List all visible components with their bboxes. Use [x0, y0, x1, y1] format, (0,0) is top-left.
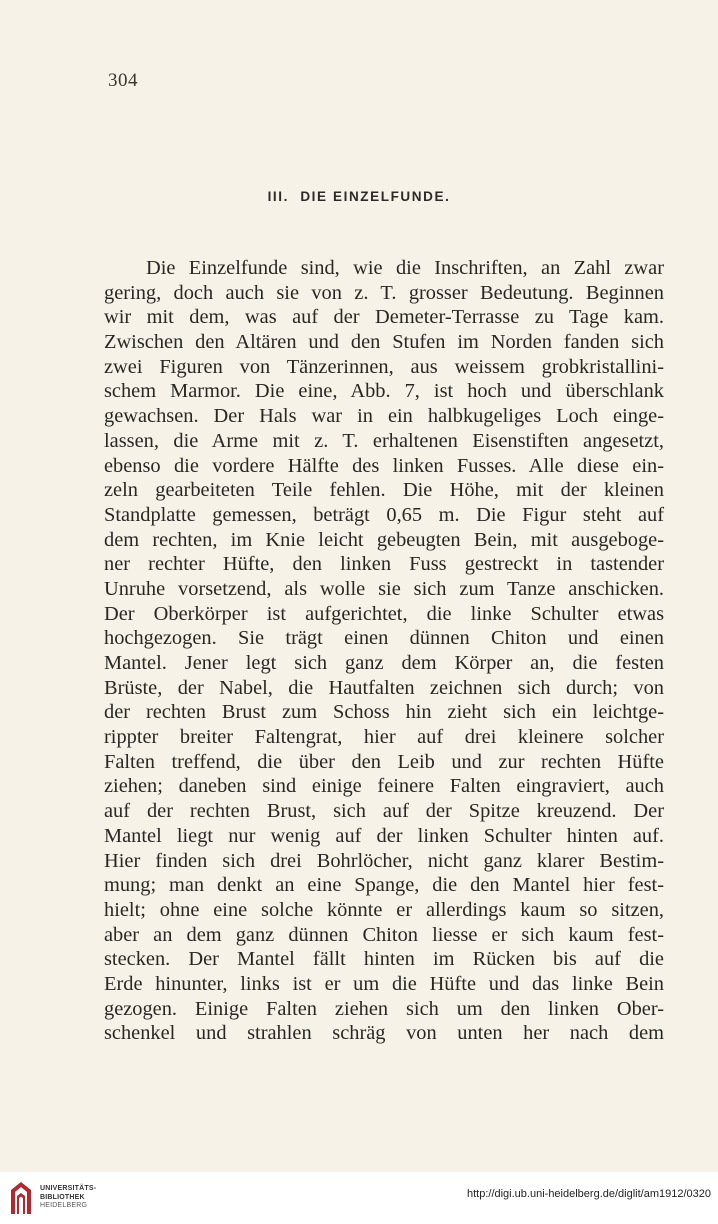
text-line: wir mit dem, was auf der Demeter-Terrasse zu Tage kam. — [104, 306, 664, 329]
text-line: gering, doch auch sie von z. T. grosser Bedeutung. Beginnen — [104, 281, 664, 304]
text-line: gewachsen. Der Hals war in ein halbkugeliges Loch einge- — [104, 405, 664, 428]
text-line: Hier finden sich drei Bohrlöcher, nicht ganz klarer Bestim- — [104, 849, 664, 872]
text-line: rippter breiter Faltengrat, hier auf drei kleinere solcher — [104, 726, 664, 749]
text-line: zwei Figuren von Tänzerinnen, aus weissem grobkristallini- — [104, 355, 664, 378]
library-name-line: BIBLIOTHEK — [40, 1193, 85, 1201]
text-line: lassen, die Arme mit z. T. erhaltenen Eisenstiften angesetzt, — [104, 429, 664, 452]
text-line: aber an dem ganz dünnen Chiton liesse er sich kaum fest- — [104, 923, 664, 946]
text-line: Standplatte gemessen, beträgt 0,65 m. Die Figur steht auf — [104, 503, 664, 526]
text-line: Der Oberkörper ist aufgerichtet, die linke Schulter etwas — [104, 602, 664, 625]
library-name — [40, 1185, 96, 1211]
text-line: stecken. Der Mantel fällt hinten im Rücken bis auf die — [104, 948, 664, 971]
text-line: hochgezogen. Sie trägt einen dünnen Chiton und einen — [104, 627, 664, 650]
text-line: Brüste, der Nabel, die Hautfalten zeichnen sich durch; von — [104, 676, 664, 699]
text-line: Mantel liegt nur wenig auf der linken Schulter hinten auf. — [104, 824, 664, 847]
source-url-link[interactable]: http://digi.ub.uni-heidelberg.de/diglit/am1912/0320 — [466, 1188, 711, 1200]
library-logo-icon — [7, 1180, 35, 1216]
text-line: Zwischen den Altären und den Stufen im Norden fanden sich — [104, 331, 664, 354]
section-title: DIE EINZELFUNDE. — [300, 189, 451, 204]
text-line: zeln gearbeiteten Teile fehlen. Die Höhe, mit der kleinen — [104, 479, 664, 502]
text-line: der rechten Brust zum Schoss hin zieht sich ein leichtge- — [104, 701, 664, 724]
section-heading — [0, 189, 718, 204]
body-paragraph — [104, 256, 664, 1046]
text-line: schem Marmor. Die eine, Abb. 7, ist hoch und überschlank — [104, 380, 664, 403]
text-line: mung; man denkt an eine Spange, die den Mantel hier fest- — [104, 874, 664, 897]
section-numeral: III. — [267, 189, 289, 204]
text-line: auf der rechten Brust, sich auf der Spitze kreuzend. Der — [104, 800, 664, 823]
text-line: ziehen; daneben sind einige feinere Falten eingraviert, auch — [104, 775, 664, 798]
text-line: ner rechter Hüfte, den linken Fuss gestreckt in tastender — [104, 553, 664, 576]
text-line: Falten treffend, die über den Leib und zur rechten Hüfte — [104, 750, 664, 773]
text-line: ebenso die vordere Hälfte des linken Fusses. Alle diese ein- — [104, 454, 664, 477]
text-line: gezogen. Einige Falten ziehen sich um den linken Ober- — [104, 997, 664, 1020]
viewer-footer — [0, 1172, 718, 1224]
text-line: Die Einzelfunde sind, wie die Inschriften, an Zahl zwar — [146, 257, 664, 279]
text-line: dem rechten, im Knie leicht gebeugten Bein, mit ausgeboge- — [104, 528, 664, 551]
text-line: Unruhe vorsetzend, als wolle sie sich zum Tanze anschicken. — [104, 577, 664, 600]
library-name-line: UNIVERSITÄTS- — [40, 1185, 97, 1192]
text-line: schenkel und strahlen schräg von unten her nach dem — [104, 1022, 664, 1045]
page-number: 304 — [108, 70, 138, 91]
library-name-line: HEIDELBERG — [40, 1202, 88, 1209]
text-line: Erde hinunter, links ist er um die Hüfte und das linke Bein — [104, 972, 664, 995]
text-line: Mantel. Jener legt sich ganz dem Körper an, die festen — [104, 652, 664, 674]
text-line: hielt; ohne eine solche könnte er allerdings kaum so sitzen, — [104, 898, 664, 921]
